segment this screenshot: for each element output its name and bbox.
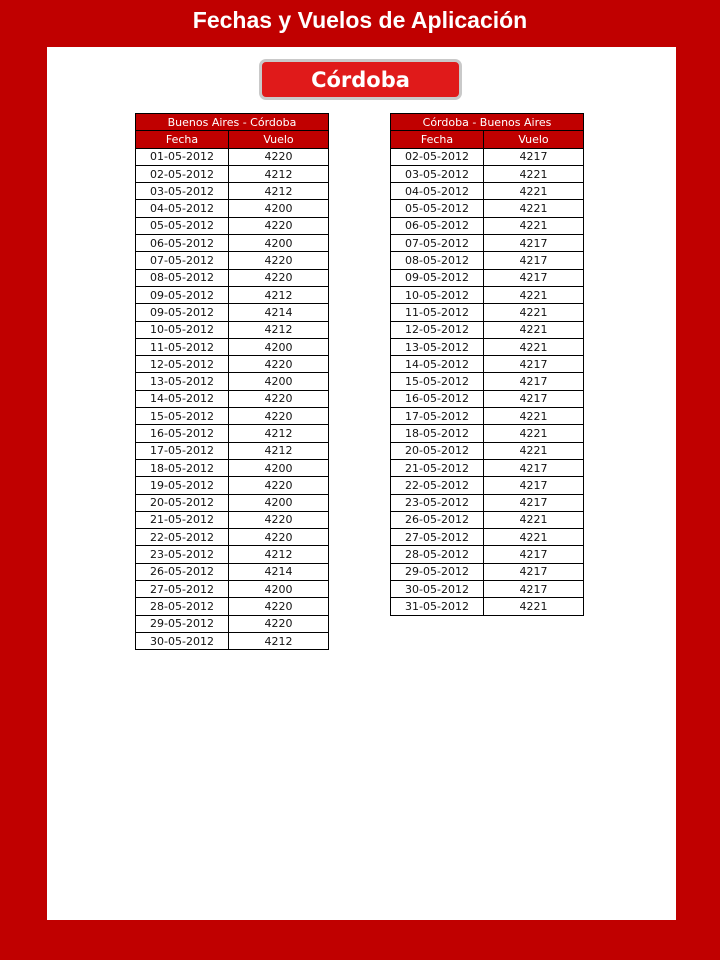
table-row bbox=[391, 165, 584, 182]
date-cell: 06-05-2012 bbox=[391, 217, 484, 234]
flight-cell: 4217 bbox=[484, 252, 584, 269]
table-row bbox=[136, 165, 329, 182]
table-row bbox=[391, 200, 584, 217]
table-row bbox=[136, 356, 329, 373]
date-cell: 06-05-2012 bbox=[136, 235, 229, 252]
table-row bbox=[391, 546, 584, 563]
table-row bbox=[391, 581, 584, 598]
date-cell: 11-05-2012 bbox=[136, 338, 229, 355]
date-cell: 22-05-2012 bbox=[391, 477, 484, 494]
date-cell: 16-05-2012 bbox=[391, 390, 484, 407]
flight-cell: 4217 bbox=[484, 477, 584, 494]
date-cell: 18-05-2012 bbox=[136, 459, 229, 476]
table-buenos-aires-cordoba bbox=[135, 113, 329, 650]
flight-cell: 4221 bbox=[484, 321, 584, 338]
flight-cell: 4220 bbox=[229, 529, 329, 546]
table-row bbox=[391, 373, 584, 390]
table-row bbox=[136, 390, 329, 407]
flight-cell: 4200 bbox=[229, 459, 329, 476]
date-cell: 28-05-2012 bbox=[391, 546, 484, 563]
flight-cell: 4212 bbox=[229, 546, 329, 563]
date-cell: 13-05-2012 bbox=[391, 338, 484, 355]
table-row bbox=[391, 356, 584, 373]
date-cell: 07-05-2012 bbox=[391, 235, 484, 252]
table-row bbox=[391, 338, 584, 355]
table-row bbox=[391, 286, 584, 303]
date-cell: 03-05-2012 bbox=[136, 183, 229, 200]
table-body bbox=[391, 148, 584, 615]
date-cell: 29-05-2012 bbox=[391, 563, 484, 580]
flight-cell: 4217 bbox=[484, 563, 584, 580]
table-title: Córdoba - Buenos Aires bbox=[391, 114, 584, 131]
flight-cell: 4212 bbox=[229, 183, 329, 200]
date-cell: 26-05-2012 bbox=[136, 563, 229, 580]
flight-cell: 4221 bbox=[484, 217, 584, 234]
flight-cell: 4212 bbox=[229, 286, 329, 303]
date-cell: 31-05-2012 bbox=[391, 598, 484, 615]
date-cell: 18-05-2012 bbox=[391, 425, 484, 442]
date-cell: 30-05-2012 bbox=[136, 632, 229, 649]
flight-cell: 4217 bbox=[484, 390, 584, 407]
date-cell: 04-05-2012 bbox=[136, 200, 229, 217]
flight-cell: 4220 bbox=[229, 252, 329, 269]
date-cell: 20-05-2012 bbox=[391, 442, 484, 459]
flight-cell: 4220 bbox=[229, 615, 329, 632]
date-cell: 09-05-2012 bbox=[136, 286, 229, 303]
date-cell: 09-05-2012 bbox=[391, 269, 484, 286]
flight-cell: 4221 bbox=[484, 338, 584, 355]
flight-cell: 4217 bbox=[484, 373, 584, 390]
date-cell: 17-05-2012 bbox=[391, 408, 484, 425]
table-row bbox=[136, 373, 329, 390]
table-row bbox=[391, 390, 584, 407]
flight-cell: 4221 bbox=[484, 200, 584, 217]
column-header-fecha: Fecha bbox=[136, 131, 229, 148]
date-cell: 05-05-2012 bbox=[391, 200, 484, 217]
date-cell: 14-05-2012 bbox=[391, 356, 484, 373]
table-title: Buenos Aires - Córdoba bbox=[136, 114, 329, 131]
table-row bbox=[391, 477, 584, 494]
flight-cell: 4220 bbox=[229, 269, 329, 286]
flight-cell: 4221 bbox=[484, 425, 584, 442]
flight-cell: 4221 bbox=[484, 408, 584, 425]
table-row bbox=[391, 235, 584, 252]
flight-cell: 4217 bbox=[484, 269, 584, 286]
date-cell: 02-05-2012 bbox=[391, 148, 484, 165]
table-row bbox=[136, 217, 329, 234]
date-cell: 09-05-2012 bbox=[136, 304, 229, 321]
flight-cell: 4217 bbox=[484, 459, 584, 476]
table-row bbox=[391, 563, 584, 580]
table-row bbox=[136, 269, 329, 286]
table-row bbox=[136, 408, 329, 425]
date-cell: 20-05-2012 bbox=[136, 494, 229, 511]
table-row bbox=[136, 494, 329, 511]
date-cell: 03-05-2012 bbox=[391, 165, 484, 182]
flight-cell: 4217 bbox=[484, 148, 584, 165]
flight-cell: 4221 bbox=[484, 286, 584, 303]
date-cell: 04-05-2012 bbox=[391, 183, 484, 200]
flight-cell: 4212 bbox=[229, 442, 329, 459]
table-row bbox=[391, 148, 584, 165]
table-row bbox=[136, 546, 329, 563]
table-row bbox=[136, 529, 329, 546]
flight-cell: 4217 bbox=[484, 494, 584, 511]
flight-cell: 4212 bbox=[229, 165, 329, 182]
date-cell: 29-05-2012 bbox=[136, 615, 229, 632]
table-row bbox=[391, 494, 584, 511]
table-row bbox=[391, 408, 584, 425]
page-title: Fechas y Vuelos de Aplicación bbox=[192, 7, 528, 33]
flight-cell: 4221 bbox=[484, 304, 584, 321]
flight-cell: 4220 bbox=[229, 217, 329, 234]
table-row bbox=[391, 529, 584, 546]
date-cell: 27-05-2012 bbox=[391, 529, 484, 546]
table-row bbox=[391, 459, 584, 476]
date-cell: 28-05-2012 bbox=[136, 598, 229, 615]
table-row bbox=[136, 459, 329, 476]
date-cell: 07-05-2012 bbox=[136, 252, 229, 269]
flight-cell: 4217 bbox=[484, 356, 584, 373]
table-row bbox=[136, 252, 329, 269]
table-row bbox=[136, 598, 329, 615]
table-row bbox=[136, 581, 329, 598]
flight-cell: 4212 bbox=[229, 425, 329, 442]
date-cell: 10-05-2012 bbox=[391, 286, 484, 303]
date-cell: 21-05-2012 bbox=[391, 459, 484, 476]
city-badge bbox=[259, 59, 462, 100]
flight-cell: 4220 bbox=[229, 511, 329, 528]
flight-cell: 4220 bbox=[229, 356, 329, 373]
table-row bbox=[391, 252, 584, 269]
table-row bbox=[136, 477, 329, 494]
date-cell: 23-05-2012 bbox=[391, 494, 484, 511]
date-cell: 12-05-2012 bbox=[136, 356, 229, 373]
table-row bbox=[391, 511, 584, 528]
table-row bbox=[136, 338, 329, 355]
flight-cell: 4220 bbox=[229, 408, 329, 425]
date-cell: 08-05-2012 bbox=[391, 252, 484, 269]
table-row bbox=[136, 286, 329, 303]
date-cell: 16-05-2012 bbox=[136, 425, 229, 442]
flight-cell: 4221 bbox=[484, 598, 584, 615]
date-cell: 26-05-2012 bbox=[391, 511, 484, 528]
flight-cell: 4200 bbox=[229, 373, 329, 390]
date-cell: 21-05-2012 bbox=[136, 511, 229, 528]
table-row bbox=[391, 183, 584, 200]
flight-cell: 4217 bbox=[484, 546, 584, 563]
flight-cell: 4221 bbox=[484, 511, 584, 528]
city-label: Córdoba bbox=[311, 67, 410, 92]
table-row bbox=[136, 304, 329, 321]
flight-cell: 4212 bbox=[229, 632, 329, 649]
date-cell: 15-05-2012 bbox=[391, 373, 484, 390]
date-cell: 23-05-2012 bbox=[136, 546, 229, 563]
table-row bbox=[391, 321, 584, 338]
flight-cell: 4200 bbox=[229, 581, 329, 598]
table-row bbox=[391, 269, 584, 286]
column-header-fecha: Fecha bbox=[391, 131, 484, 148]
table-row bbox=[136, 200, 329, 217]
date-cell: 17-05-2012 bbox=[136, 442, 229, 459]
date-cell: 22-05-2012 bbox=[136, 529, 229, 546]
date-cell: 15-05-2012 bbox=[136, 408, 229, 425]
flight-cell: 4214 bbox=[229, 563, 329, 580]
table-row bbox=[136, 425, 329, 442]
flight-cell: 4200 bbox=[229, 338, 329, 355]
date-cell: 10-05-2012 bbox=[136, 321, 229, 338]
date-cell: 02-05-2012 bbox=[136, 165, 229, 182]
table-row bbox=[136, 615, 329, 632]
date-cell: 27-05-2012 bbox=[136, 581, 229, 598]
flight-cell: 4221 bbox=[484, 442, 584, 459]
table-row bbox=[136, 321, 329, 338]
table-row bbox=[136, 148, 329, 165]
table-row bbox=[136, 235, 329, 252]
date-cell: 13-05-2012 bbox=[136, 373, 229, 390]
table-row bbox=[391, 217, 584, 234]
flight-cell: 4217 bbox=[484, 235, 584, 252]
table-cordoba-buenos-aires bbox=[390, 113, 584, 616]
table-row bbox=[136, 511, 329, 528]
table-row bbox=[391, 598, 584, 615]
flight-cell: 4212 bbox=[229, 321, 329, 338]
column-header-vuelo: Vuelo bbox=[229, 131, 329, 148]
date-cell: 12-05-2012 bbox=[391, 321, 484, 338]
flight-cell: 4214 bbox=[229, 304, 329, 321]
table-row bbox=[136, 442, 329, 459]
flight-cell: 4200 bbox=[229, 494, 329, 511]
date-cell: 01-05-2012 bbox=[136, 148, 229, 165]
flight-cell: 4220 bbox=[229, 477, 329, 494]
date-cell: 14-05-2012 bbox=[136, 390, 229, 407]
flight-cell: 4221 bbox=[484, 165, 584, 182]
column-header-vuelo: Vuelo bbox=[484, 131, 584, 148]
date-cell: 08-05-2012 bbox=[136, 269, 229, 286]
date-cell: 19-05-2012 bbox=[136, 477, 229, 494]
date-cell: 30-05-2012 bbox=[391, 581, 484, 598]
flight-cell: 4221 bbox=[484, 183, 584, 200]
flight-cell: 4220 bbox=[229, 598, 329, 615]
flight-cell: 4221 bbox=[484, 529, 584, 546]
flight-cell: 4200 bbox=[229, 200, 329, 217]
table-row bbox=[391, 442, 584, 459]
table-row bbox=[136, 183, 329, 200]
table-row bbox=[136, 563, 329, 580]
date-cell: 05-05-2012 bbox=[136, 217, 229, 234]
table-row bbox=[391, 304, 584, 321]
date-cell: 11-05-2012 bbox=[391, 304, 484, 321]
table-row bbox=[136, 632, 329, 649]
table-row bbox=[391, 425, 584, 442]
flight-cell: 4220 bbox=[229, 390, 329, 407]
table-body bbox=[136, 148, 329, 650]
flight-cell: 4220 bbox=[229, 148, 329, 165]
flight-cell: 4200 bbox=[229, 235, 329, 252]
flight-cell: 4217 bbox=[484, 581, 584, 598]
